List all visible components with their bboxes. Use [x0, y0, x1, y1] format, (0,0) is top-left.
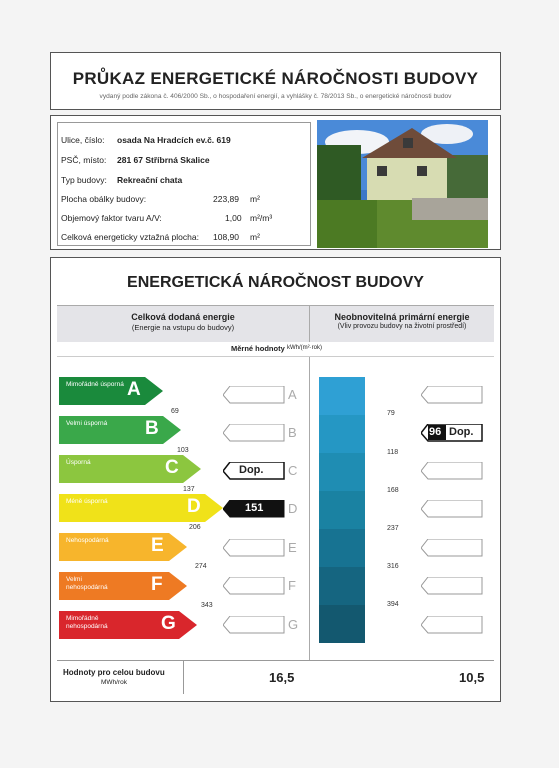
right-tick-5: 316 [387, 563, 399, 570]
scale-seg-c [319, 453, 365, 491]
band-e [59, 533, 187, 561]
left-outline-g [223, 616, 285, 634]
left-letter-d: D [288, 501, 298, 516]
band-e-letter: E [151, 535, 164, 556]
footer-left-value: 16,5 [269, 670, 295, 685]
shape-unit: m²/m³ [250, 213, 273, 223]
street-label: Ulice, číslo: [61, 135, 105, 145]
left-tick-1: 69 [171, 408, 179, 415]
right-tick-2: 118 [387, 449, 399, 456]
left-marker-value-text: 151 [245, 502, 264, 514]
left-tick-3: 137 [183, 486, 195, 493]
band-d-letter: D [187, 496, 201, 517]
band-c-text: Úsporná [66, 459, 91, 466]
envelope-unit: m² [250, 194, 260, 204]
scale-seg-b [319, 415, 365, 453]
band-f [59, 572, 187, 600]
scale-seg-e [319, 529, 365, 567]
footer-unit: MWh/rok [101, 679, 127, 686]
envelope-label: Plocha obálky budovy: [61, 194, 147, 204]
band-b-letter: B [145, 418, 159, 439]
right-col-subtitle: (Vliv provozu budovy na životní prostředí) [337, 323, 467, 330]
building-photo [317, 120, 488, 248]
left-outline-e [223, 539, 285, 557]
left-letter-e: E [288, 540, 297, 555]
left-col-subtitle: (Energie na vstupu do budovy) [131, 323, 235, 332]
scale-seg-f [319, 567, 365, 605]
specific-unit: kWh/(m²·rok) [287, 345, 322, 351]
right-marker-dop: Dop. [449, 426, 474, 438]
band-a-text: Mimořádně úsporná [66, 381, 124, 388]
header-panel [50, 52, 501, 110]
info-box [57, 122, 311, 246]
envelope-value: 223,89 [213, 194, 239, 204]
scale-seg-d [319, 491, 365, 529]
right-outline-f [421, 577, 483, 595]
band-a [59, 377, 163, 405]
primary-energy-scale [319, 377, 365, 643]
left-letter-f: F [288, 578, 296, 593]
footer-label-box [57, 660, 184, 694]
left-letter-c: C [288, 463, 298, 478]
left-outline-a [223, 386, 285, 404]
footer-right-value: 10,5 [459, 670, 485, 685]
area-label: Celková energeticky vztažná plocha: [61, 232, 199, 242]
left-letter-b: B [288, 425, 297, 440]
band-b [59, 416, 181, 444]
left-outline-f [223, 577, 285, 595]
scale-seg-a [319, 377, 365, 415]
left-tick-2: 103 [177, 447, 189, 454]
rating-title: ENERGETICKÁ NÁROČNOST BUDOVY [127, 274, 424, 291]
right-outline-d [421, 500, 483, 518]
zip-label: PSČ, místo: [61, 155, 107, 165]
left-tick-4: 206 [189, 524, 201, 531]
specific-label: Měrné hodnoty [231, 344, 285, 353]
band-g-letter: G [161, 613, 176, 634]
right-col-title: Neobnovitelná primární energie [334, 312, 470, 322]
left-marker-value [223, 500, 285, 518]
left-tick-5: 274 [195, 563, 207, 570]
band-c [59, 455, 201, 483]
left-col-title: Celková dodaná energie [131, 312, 235, 322]
band-f-letter: F [151, 574, 163, 595]
right-outline-g [421, 616, 483, 634]
shape-label: Objemový faktor tvaru A/V: [61, 213, 162, 223]
right-marker-value: 96 [429, 426, 442, 438]
right-outline-a [421, 386, 483, 404]
left-tick-6: 343 [201, 602, 213, 609]
footer-label: Hodnoty pro celou budovu [63, 668, 165, 677]
band-e-text: Nehospodárná [66, 537, 109, 544]
type-label: Typ budovy: [61, 175, 107, 185]
rating-panel [50, 257, 501, 702]
left-marker-dop-text: Dop. [239, 464, 264, 476]
document-title: PRŮKAZ ENERGETICKÉ NÁROČNOSTI BUDOVY [72, 69, 479, 88]
band-d [59, 494, 223, 522]
scale-seg-g [319, 605, 365, 643]
band-b-text: Velmi úsporná [66, 420, 108, 427]
info-panel [50, 115, 501, 250]
right-tick-4: 237 [387, 525, 399, 532]
band-g [59, 611, 197, 639]
left-marker-dop [223, 462, 285, 480]
band-a-letter: A [127, 379, 141, 400]
area-unit: m² [250, 232, 260, 242]
right-outline-e [421, 539, 483, 557]
left-outline-b [223, 424, 285, 442]
shape-value: 1,00 [225, 213, 242, 223]
column-divider [309, 305, 310, 660]
right-outline-c [421, 462, 483, 480]
type-value: Rekreační chata [117, 175, 183, 185]
right-tick-3: 168 [387, 487, 399, 494]
street-value: osada Na Hradcích ev.č. 619 [117, 135, 231, 145]
band-c-letter: C [165, 457, 179, 478]
area-value: 108,90 [213, 232, 239, 242]
left-letter-g: G [288, 617, 299, 632]
document-subtitle: vydaný podle zákona č. 406/2000 Sb., o hospodaření energií, a vyhlášky č. 78/2013 Sb., o energetické náročnosti budov [99, 93, 452, 100]
right-marker [421, 424, 483, 442]
right-tick-6: 394 [387, 601, 399, 608]
band-g-text: Mimořádně nehospodárná [66, 615, 108, 630]
left-letter-a: A [288, 387, 297, 402]
band-f-text: Velmi nehospodárná [66, 576, 108, 591]
zip-value: 281 67 Stříbrná Skalice [117, 155, 210, 165]
right-tick-1: 79 [387, 410, 395, 417]
band-d-text: Méně úsporná [66, 498, 108, 505]
